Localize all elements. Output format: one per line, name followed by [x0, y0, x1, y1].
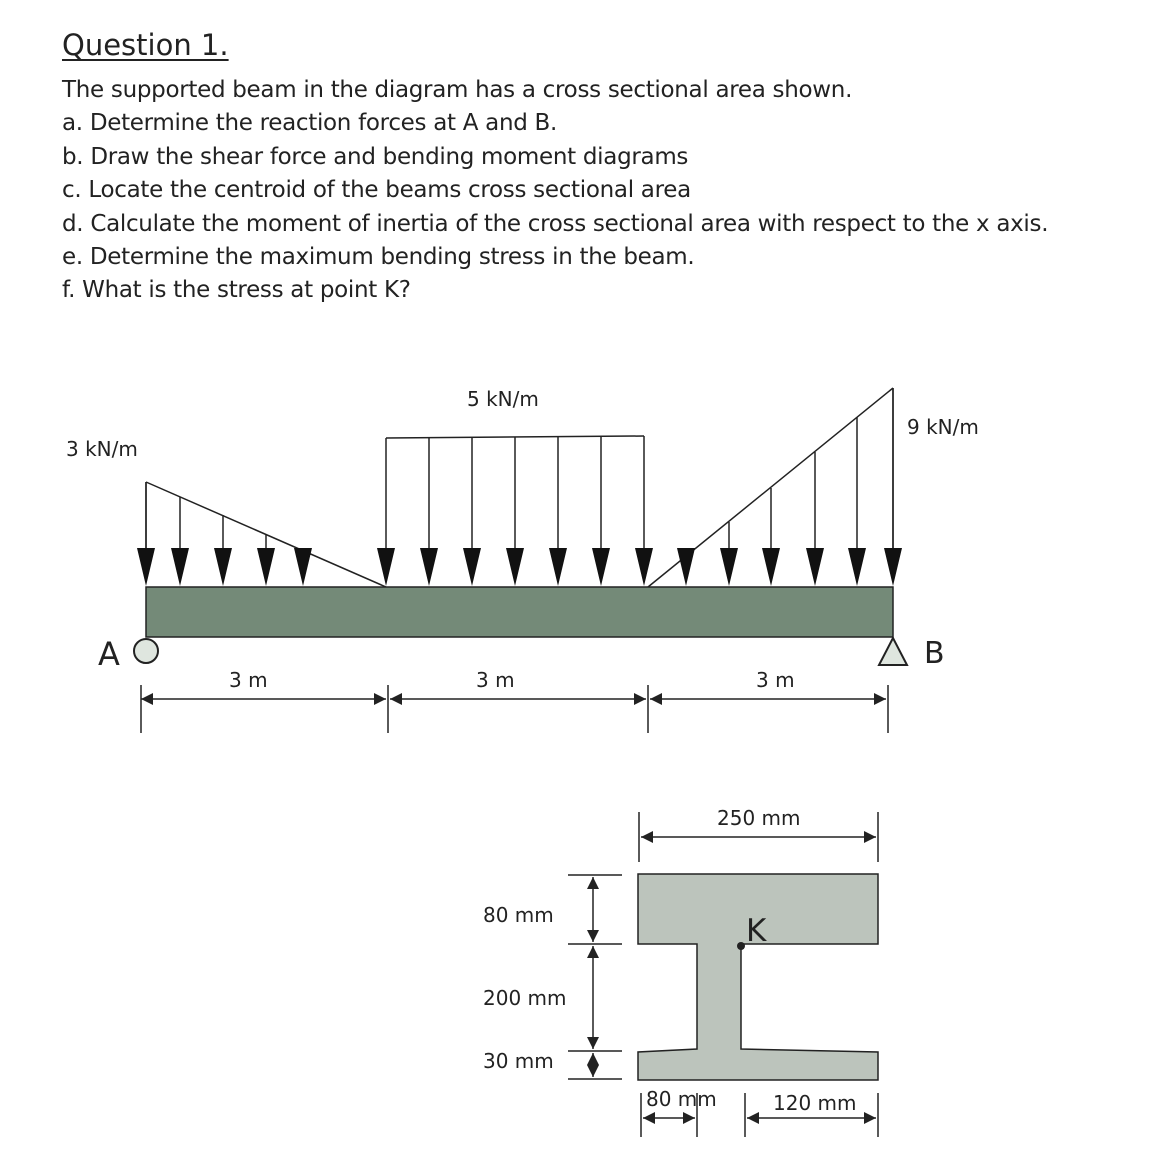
web-width-label: 80 mm: [646, 1087, 717, 1111]
question-part-a: a. Determine the reaction forces at A and B.: [62, 110, 558, 137]
load-arrow-head: [635, 548, 653, 586]
span-1-label: 3 m: [229, 668, 268, 692]
span-dimensions: [141, 685, 888, 733]
beam: [146, 587, 893, 637]
load-arrow-head: [420, 548, 438, 586]
load-arrow-head: [677, 548, 695, 586]
section-width-label: 250 mm: [717, 806, 801, 830]
question-part-f: f. What is the stress at point K?: [62, 277, 411, 304]
load-arrow-head: [720, 548, 738, 586]
load-label-right: 9 kN/m: [907, 415, 979, 439]
load-arrow-head: [762, 548, 780, 586]
load-arrow-head: [592, 548, 610, 586]
cross-section: [638, 874, 878, 1080]
load-arrow-head: [377, 548, 395, 586]
web-height-label: 200 mm: [483, 986, 567, 1010]
span-3-label: 3 m: [756, 668, 795, 692]
load-arrow-head: [171, 548, 189, 586]
load-label-middle: 5 kN/m: [467, 387, 539, 411]
support-a-roller: [134, 639, 158, 663]
question-part-d: d. Calculate the moment of inertia of the cross sectional area with respect to the x axis.: [62, 210, 1049, 237]
load-label-left: 3 kN/m: [66, 437, 138, 461]
support-a-label: A: [98, 635, 120, 673]
bottom-thickness-label: 30 mm: [483, 1049, 554, 1073]
question-intro: The supported beam in the diagram has a cross sectional area shown.: [62, 77, 853, 103]
load-arrows: [137, 388, 902, 586]
point-k-marker: [737, 942, 745, 950]
flange-thickness-label: 80 mm: [483, 903, 554, 927]
support-b-pin: [879, 638, 907, 665]
load-arrow-head: [137, 548, 155, 586]
point-k-label: K: [746, 913, 767, 949]
question-part-b: b. Draw the shear force and bending moment diagrams: [62, 143, 689, 170]
load-arrow-head: [214, 548, 232, 586]
load-arrow-head: [884, 548, 902, 586]
bottom-overhang-label: 120 mm: [773, 1091, 857, 1115]
question-title: Question 1.: [62, 28, 229, 62]
question-part-c: c. Locate the centroid of the beams cross sectional area: [62, 177, 691, 204]
question-part-e: e. Determine the maximum bending stress in the beam.: [62, 244, 695, 271]
load-arrow-head: [463, 548, 481, 586]
support-b-label: B: [924, 636, 945, 671]
load-arrow-head: [506, 548, 524, 586]
load-arrow-head: [549, 548, 567, 586]
span-2-label: 3 m: [476, 668, 515, 692]
section-height-dimensions: [568, 875, 622, 1079]
load-arrow-head: [257, 548, 275, 586]
load-arrow-head: [848, 548, 866, 586]
load-arrow-head: [294, 548, 312, 586]
load-arrow-head: [806, 548, 824, 586]
